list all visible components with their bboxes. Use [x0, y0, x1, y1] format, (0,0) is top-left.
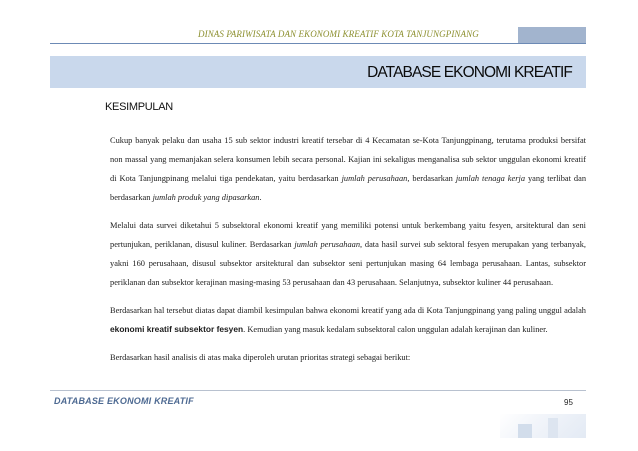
footer-decoration [500, 414, 586, 438]
emphasis-text: jumlah perusahaan [341, 174, 408, 183]
paragraph-text: Berdasarkan hasil analisis di atas maka diperoleh urutan prioritas strategi sebagai berikut: [110, 353, 411, 362]
paragraph-text: Melalui data survei diketahui 5 subsektoral ekonomi kreatif yang memiliki potensi untuk berkembang yaitu fesyen, arsitektural dan seni pertunjukan, periklanan, disusul kuliner. Berdasarkan [110, 221, 586, 249]
paragraph-text: . Kemudian yang masuk kedalam subsektoral calon unggulan adalah kerajinan dan kuliner. [243, 325, 548, 334]
paragraph-2 [110, 216, 586, 292]
banner-title: DATABASE EKONOMI KREATIF [367, 64, 572, 81]
paragraph-text: Berdasarkan hal tersebut diatas dapat diambil kesimpulan bahwa ekonomi kreatif yang ada di Kota Tanjungpinang yang paling unggul adalah [110, 306, 586, 315]
emphasis-text: jumlah produk yang dipasarkan [152, 193, 260, 202]
header-accent-block [518, 27, 586, 43]
paragraph-3 [110, 301, 586, 339]
page-number: 95 [564, 398, 573, 407]
bold-text: ekonomi kreatif subsektor fesyen [110, 324, 244, 334]
paragraph-text: yang terlibat dan berdasarkan [110, 174, 587, 202]
footer-decoration-bar [548, 418, 558, 438]
document-body [110, 131, 586, 367]
paragraph-text: . [259, 193, 262, 202]
footer-title: DATABASE EKONOMI KREATIF [54, 396, 194, 406]
title-banner [50, 56, 586, 88]
paragraph-text: , berdasarkan [407, 174, 456, 183]
paragraph-1 [110, 131, 586, 207]
running-header-title: DINAS PARIWISATA DAN EKONOMI KREATIF KOTA TANJUNGPINANG [198, 29, 479, 39]
footer-divider [50, 390, 586, 391]
emphasis-text: jumlah tenaga kerja [455, 174, 526, 183]
paragraph-text: Cukup banyak pelaku dan usaha 15 sub sektor industri kreatif tersebar di 4 Kecamatan se-Kota Tanjungpinang, terutama produksi bersifat non massal yang memanjakan selera konsumen lebih secara personal. Kajian ini sekaligus menganalisa sub sektor unggulan ekonomi kreatif di Kota Tanjungpinang melalui tiga pendekatan, yaitu berdasarkan [110, 136, 586, 183]
section-heading: KESIMPULAN [105, 101, 173, 113]
footer-decoration-square [518, 424, 532, 438]
paragraph-4 [110, 348, 586, 367]
emphasis-text: jumlah perusahaan [294, 240, 361, 249]
paragraph-text: , data hasil survei sub sektoral fesyen merupakan yang terbanyak, yakni 160 perusahaan, disusul subsektor arsitektural dan subsektor seni pertunjukan masing 64 lembaga perusahaan. Lantas, subsektor periklanan dan subsektor kerajinan masing-masing 53 perusahaan dan 43 perusahaan. Selanjutnya, subsektor kuliner 44 perusahaan. [110, 240, 587, 287]
header-divider [50, 43, 586, 44]
